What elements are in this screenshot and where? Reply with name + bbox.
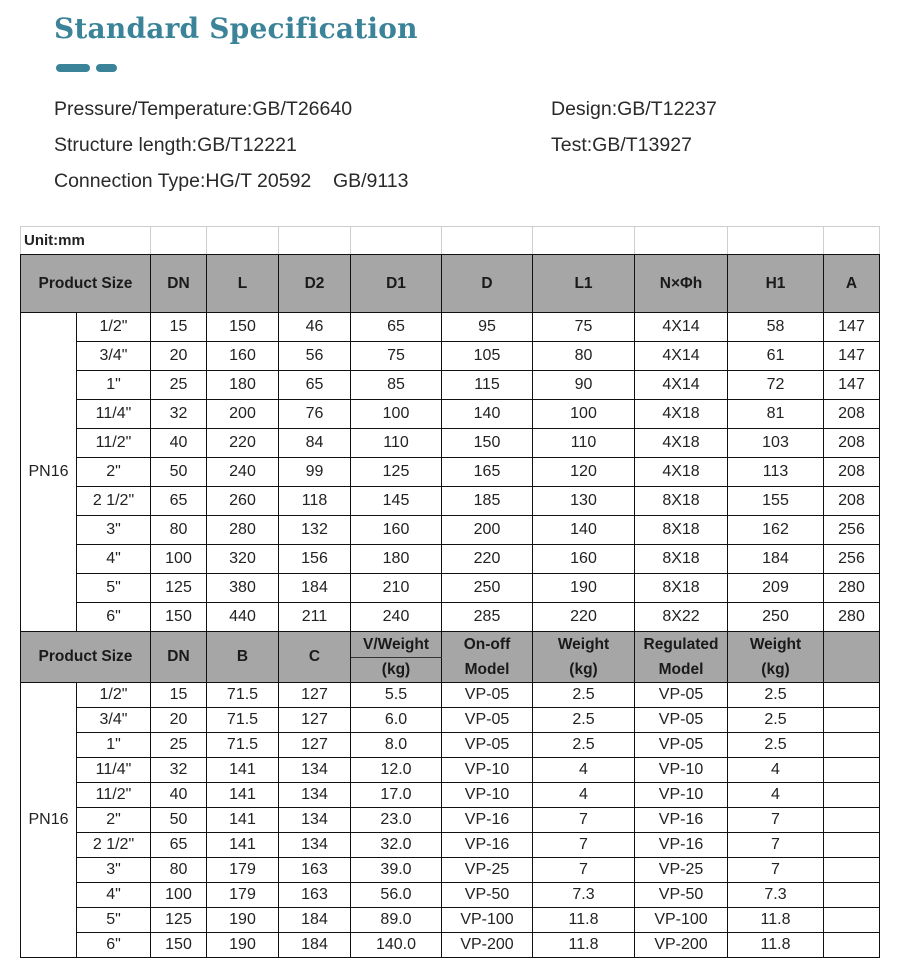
- header-vweight: V/Weight: [351, 632, 442, 658]
- table-cell: 147: [824, 342, 880, 371]
- table-cell: 11/2": [77, 783, 151, 808]
- table-cell: 4: [533, 758, 635, 783]
- title-underline-short: [96, 64, 117, 72]
- table-cell: VP-200: [635, 933, 728, 958]
- table-cell: 179: [207, 858, 279, 883]
- table-cell: 7: [728, 833, 824, 858]
- table-cell: 4X14: [635, 371, 728, 400]
- table-cell: 179: [207, 883, 279, 908]
- table-cell: 25: [151, 733, 207, 758]
- table-cell: 17.0: [351, 783, 442, 808]
- table-cell: 95: [442, 313, 533, 342]
- table-cell: 4: [728, 758, 824, 783]
- table-cell: 280: [824, 603, 880, 632]
- table-cell: 209: [728, 574, 824, 603]
- table-row: [21, 833, 880, 858]
- table-cell: 85: [351, 371, 442, 400]
- table-cell: 23.0: [351, 808, 442, 833]
- table-cell: 4X14: [635, 342, 728, 371]
- table-cell: 32.0: [351, 833, 442, 858]
- table-cell: 76: [279, 400, 351, 429]
- table-header-row: [21, 255, 880, 313]
- table-cell: 256: [824, 545, 880, 574]
- header-empty: [824, 632, 880, 683]
- table-cell: 127: [279, 733, 351, 758]
- table-cell: 12.0: [351, 758, 442, 783]
- table-cell: 113: [728, 458, 824, 487]
- header-d2: D2: [279, 255, 351, 313]
- header-regulated: Regulated: [635, 632, 728, 658]
- table-cell: 184: [279, 908, 351, 933]
- header-regulated-model: Model: [635, 658, 728, 683]
- table-cell: 134: [279, 808, 351, 833]
- table-cell: 110: [351, 429, 442, 458]
- table-cell: 6": [77, 603, 151, 632]
- table-row: [21, 545, 880, 574]
- table-cell: 160: [533, 545, 635, 574]
- empty-cell: [824, 833, 880, 858]
- table-cell: 220: [207, 429, 279, 458]
- table-cell: 1/2": [77, 313, 151, 342]
- table-cell: VP-05: [442, 733, 533, 758]
- table-row: [21, 603, 880, 632]
- table-cell: 2.5: [533, 733, 635, 758]
- table-cell: 84: [279, 429, 351, 458]
- table-cell: VP-16: [635, 833, 728, 858]
- header-product-size: Product Size: [21, 632, 151, 683]
- table-cell: 2.5: [728, 683, 824, 708]
- table-cell: 8X18: [635, 545, 728, 574]
- table-cell: 208: [824, 400, 880, 429]
- table-cell: 7.3: [728, 883, 824, 908]
- table-cell: 163: [279, 883, 351, 908]
- table-cell: 5": [77, 574, 151, 603]
- header-nxh: N×Φh: [635, 255, 728, 313]
- header-l1: L1: [533, 255, 635, 313]
- header-c: C: [279, 632, 351, 683]
- table-cell: 6.0: [351, 708, 442, 733]
- table-cell: 2.5: [533, 708, 635, 733]
- table-cell: 8.0: [351, 733, 442, 758]
- table-cell: 15: [151, 683, 207, 708]
- table-row: [21, 908, 880, 933]
- table-cell: 100: [151, 545, 207, 574]
- table-cell: 8X18: [635, 516, 728, 545]
- table-cell: 81: [728, 400, 824, 429]
- table-cell: 184: [279, 574, 351, 603]
- table-cell: 56: [279, 342, 351, 371]
- table-cell: 180: [207, 371, 279, 400]
- table-cell: 65: [279, 371, 351, 400]
- table-cell: 25: [151, 371, 207, 400]
- spec-pressure: Pressure/Temperature:GB/T26640: [54, 98, 353, 120]
- table-cell: VP-100: [442, 908, 533, 933]
- header-d1: D1: [351, 255, 442, 313]
- table-cell: 155: [728, 487, 824, 516]
- table-cell: 11.8: [728, 908, 824, 933]
- unit-row: [21, 227, 880, 255]
- table-cell: 180: [351, 545, 442, 574]
- table-cell: 50: [151, 458, 207, 487]
- table-cell: 46: [279, 313, 351, 342]
- table-cell: 2": [77, 458, 151, 487]
- empty-cell: [824, 783, 880, 808]
- table-cell: 7: [533, 808, 635, 833]
- table-cell: 190: [207, 908, 279, 933]
- table-cell: 65: [151, 833, 207, 858]
- table-cell: 141: [207, 833, 279, 858]
- table-cell: VP-05: [442, 708, 533, 733]
- table-cell: VP-16: [442, 808, 533, 833]
- header-product-size: Product Size: [21, 255, 151, 313]
- empty-cell: [824, 808, 880, 833]
- table-cell: 58: [728, 313, 824, 342]
- table-cell: 2.5: [533, 683, 635, 708]
- table-cell: 200: [442, 516, 533, 545]
- table-cell: VP-10: [442, 783, 533, 808]
- table-cell: 156: [279, 545, 351, 574]
- table-cell: 71.5: [207, 708, 279, 733]
- header-d: D: [442, 255, 533, 313]
- table-cell: 71.5: [207, 683, 279, 708]
- table-cell: 1/2": [77, 683, 151, 708]
- table-cell: 80: [533, 342, 635, 371]
- header-a: A: [824, 255, 880, 313]
- table-cell: 200: [207, 400, 279, 429]
- table-row: [21, 858, 880, 883]
- table-cell: 11.8: [728, 933, 824, 958]
- table-cell: 140: [442, 400, 533, 429]
- table-cell: 165: [442, 458, 533, 487]
- table-cell: 8X18: [635, 574, 728, 603]
- table-cell: 250: [728, 603, 824, 632]
- table-cell: 208: [824, 487, 880, 516]
- table-cell: 184: [728, 545, 824, 574]
- spec-test: Test:GB/T13927: [551, 134, 692, 156]
- table-cell: 4: [533, 783, 635, 808]
- table-cell: 2 1/2": [77, 833, 151, 858]
- header-vweight-unit: (kg): [351, 658, 442, 683]
- table-row: [21, 458, 880, 487]
- table-cell: 285: [442, 603, 533, 632]
- table-cell: 150: [151, 933, 207, 958]
- header-b: B: [207, 632, 279, 683]
- table-cell: 240: [207, 458, 279, 487]
- table-cell: 40: [151, 429, 207, 458]
- table-row: [21, 683, 880, 708]
- table-cell: VP-16: [635, 808, 728, 833]
- table-row: [21, 933, 880, 958]
- table-cell: 208: [824, 458, 880, 487]
- table-cell: 7.3: [533, 883, 635, 908]
- table-row: [21, 371, 880, 400]
- table-cell: 250: [442, 574, 533, 603]
- table-cell: 134: [279, 833, 351, 858]
- table-cell: 100: [533, 400, 635, 429]
- table-cell: 160: [207, 342, 279, 371]
- table-row: [21, 574, 880, 603]
- empty-cell: [824, 683, 880, 708]
- table-cell: VP-25: [635, 858, 728, 883]
- table-cell: 103: [728, 429, 824, 458]
- table-row: [21, 516, 880, 545]
- table-cell: 147: [824, 371, 880, 400]
- table-row: [21, 429, 880, 458]
- table-row: [21, 487, 880, 516]
- table-cell: 71.5: [207, 733, 279, 758]
- table-cell: 380: [207, 574, 279, 603]
- table-cell: 5.5: [351, 683, 442, 708]
- table-cell: 163: [279, 858, 351, 883]
- table-cell: 3/4": [77, 342, 151, 371]
- table-cell: 99: [279, 458, 351, 487]
- header-h1: H1: [728, 255, 824, 313]
- table-cell: 118: [279, 487, 351, 516]
- table-cell: VP-05: [442, 683, 533, 708]
- table-cell: 15: [151, 313, 207, 342]
- spec-connection: Connection Type:HG/T 20592 GB/9113: [54, 170, 409, 192]
- table-cell: 65: [151, 487, 207, 516]
- table-cell: VP-05: [635, 708, 728, 733]
- header-onoff: On-off: [442, 632, 533, 658]
- table-row: [21, 342, 880, 371]
- table-cell: 2 1/2": [77, 487, 151, 516]
- unit-label: Unit:mm: [21, 227, 151, 255]
- table-cell: 4X18: [635, 429, 728, 458]
- header-weight1: Weight: [533, 632, 635, 658]
- table-cell: VP-25: [442, 858, 533, 883]
- table-cell: 11/4": [77, 400, 151, 429]
- table-cell: VP-10: [442, 758, 533, 783]
- empty-cell: [824, 933, 880, 958]
- table-cell: 150: [151, 603, 207, 632]
- table-cell: 20: [151, 708, 207, 733]
- table-cell: 110: [533, 429, 635, 458]
- spec-structure: Structure length:GB/T12221: [54, 134, 297, 156]
- table-cell: 7: [533, 858, 635, 883]
- table-cell: VP-200: [442, 933, 533, 958]
- table-cell: 80: [151, 858, 207, 883]
- empty-cell: [824, 733, 880, 758]
- table-row: [21, 758, 880, 783]
- table-cell: 190: [207, 933, 279, 958]
- table-cell: 141: [207, 758, 279, 783]
- table-cell: 280: [207, 516, 279, 545]
- table-cell: 141: [207, 808, 279, 833]
- empty-cell: [824, 908, 880, 933]
- table-cell: 4X18: [635, 458, 728, 487]
- table-cell: 134: [279, 758, 351, 783]
- table-cell: 1": [77, 733, 151, 758]
- table-cell: 184: [279, 933, 351, 958]
- table-cell: 3/4": [77, 708, 151, 733]
- header-weight2-unit: (kg): [728, 658, 824, 683]
- table-cell: 127: [279, 708, 351, 733]
- table-cell: VP-10: [635, 758, 728, 783]
- header-weight1-unit: (kg): [533, 658, 635, 683]
- table-cell: VP-10: [635, 783, 728, 808]
- table-cell: 89.0: [351, 908, 442, 933]
- table-cell: 256: [824, 516, 880, 545]
- table-cell: 145: [351, 487, 442, 516]
- table-cell: 100: [151, 883, 207, 908]
- table-cell: 11/4": [77, 758, 151, 783]
- table-cell: 210: [351, 574, 442, 603]
- table-cell: 132: [279, 516, 351, 545]
- table-cell: 150: [207, 313, 279, 342]
- table-cell: 160: [351, 516, 442, 545]
- table-cell: VP-50: [635, 883, 728, 908]
- pressure-group-cell: PN16: [21, 313, 77, 632]
- header-onoff-model: Model: [442, 658, 533, 683]
- table-cell: 140.0: [351, 933, 442, 958]
- table-row: [21, 313, 880, 342]
- table-cell: 125: [151, 908, 207, 933]
- table-cell: 127: [279, 683, 351, 708]
- table-cell: 5": [77, 908, 151, 933]
- table-cell: 4X18: [635, 400, 728, 429]
- table-cell: 8X22: [635, 603, 728, 632]
- table-cell: VP-50: [442, 883, 533, 908]
- title-underline-long: [56, 64, 90, 72]
- spec-design: Design:GB/T12237: [551, 98, 717, 120]
- table-cell: 7: [728, 808, 824, 833]
- table-cell: 7: [533, 833, 635, 858]
- table-cell: 130: [533, 487, 635, 516]
- table-cell: 100: [351, 400, 442, 429]
- table-cell: 39.0: [351, 858, 442, 883]
- table-cell: VP-16: [442, 833, 533, 858]
- table-row: [21, 808, 880, 833]
- table-cell: 162: [728, 516, 824, 545]
- table-cell: 3": [77, 516, 151, 545]
- table-row: [21, 733, 880, 758]
- table-cell: 6": [77, 933, 151, 958]
- table-cell: 75: [351, 342, 442, 371]
- table-cell: 3": [77, 858, 151, 883]
- header-dn: DN: [151, 255, 207, 313]
- table-cell: 72: [728, 371, 824, 400]
- empty-cell: [824, 758, 880, 783]
- table-row: [21, 783, 880, 808]
- table-cell: 61: [728, 342, 824, 371]
- table-cell: 140: [533, 516, 635, 545]
- table-cell: 4": [77, 545, 151, 574]
- pressure-group-cell: PN16: [21, 683, 77, 958]
- empty-cell: [824, 883, 880, 908]
- table-cell: 185: [442, 487, 533, 516]
- header-l: L: [207, 255, 279, 313]
- table-cell: 65: [351, 313, 442, 342]
- empty-cell: [824, 858, 880, 883]
- table-cell: 1": [77, 371, 151, 400]
- table-cell: VP-100: [635, 908, 728, 933]
- table-cell: 115: [442, 371, 533, 400]
- table-cell: 4: [728, 783, 824, 808]
- table-cell: 80: [151, 516, 207, 545]
- table-cell: 90: [533, 371, 635, 400]
- table-cell: 32: [151, 400, 207, 429]
- table-cell: 120: [533, 458, 635, 487]
- table-cell: VP-05: [635, 683, 728, 708]
- table-cell: 190: [533, 574, 635, 603]
- table-cell: 240: [351, 603, 442, 632]
- table-row: [21, 708, 880, 733]
- table-cell: 125: [351, 458, 442, 487]
- table-header-row: [21, 632, 880, 658]
- dimension-table: [20, 226, 880, 632]
- table-cell: 125: [151, 574, 207, 603]
- page-title: Standard Specification: [54, 12, 418, 45]
- table-cell: 11.8: [533, 933, 635, 958]
- table-cell: 134: [279, 783, 351, 808]
- table-cell: 20: [151, 342, 207, 371]
- table-cell: 105: [442, 342, 533, 371]
- header-dn: DN: [151, 632, 207, 683]
- table-cell: 4X14: [635, 313, 728, 342]
- header-weight2: Weight: [728, 632, 824, 658]
- table-cell: 56.0: [351, 883, 442, 908]
- table-cell: 208: [824, 429, 880, 458]
- table-cell: 280: [824, 574, 880, 603]
- table-cell: 2.5: [728, 733, 824, 758]
- table-cell: 40: [151, 783, 207, 808]
- table-cell: 32: [151, 758, 207, 783]
- empty-cell: [824, 708, 880, 733]
- table-cell: 147: [824, 313, 880, 342]
- table-cell: 2": [77, 808, 151, 833]
- table-cell: 11.8: [533, 908, 635, 933]
- table-cell: 8X18: [635, 487, 728, 516]
- table-cell: 320: [207, 545, 279, 574]
- table-cell: 141: [207, 783, 279, 808]
- table-cell: 75: [533, 313, 635, 342]
- table-cell: 220: [533, 603, 635, 632]
- table-cell: 7: [728, 858, 824, 883]
- table-cell: 4": [77, 883, 151, 908]
- table-cell: 150: [442, 429, 533, 458]
- table-row: [21, 883, 880, 908]
- table-row: [21, 400, 880, 429]
- table-cell: 440: [207, 603, 279, 632]
- table-cell: 211: [279, 603, 351, 632]
- table-cell: 11/2": [77, 429, 151, 458]
- table-cell: 2.5: [728, 708, 824, 733]
- table-cell: 50: [151, 808, 207, 833]
- table-cell: 260: [207, 487, 279, 516]
- table-cell: VP-05: [635, 733, 728, 758]
- table-cell: 220: [442, 545, 533, 574]
- actuator-table: [20, 631, 880, 958]
